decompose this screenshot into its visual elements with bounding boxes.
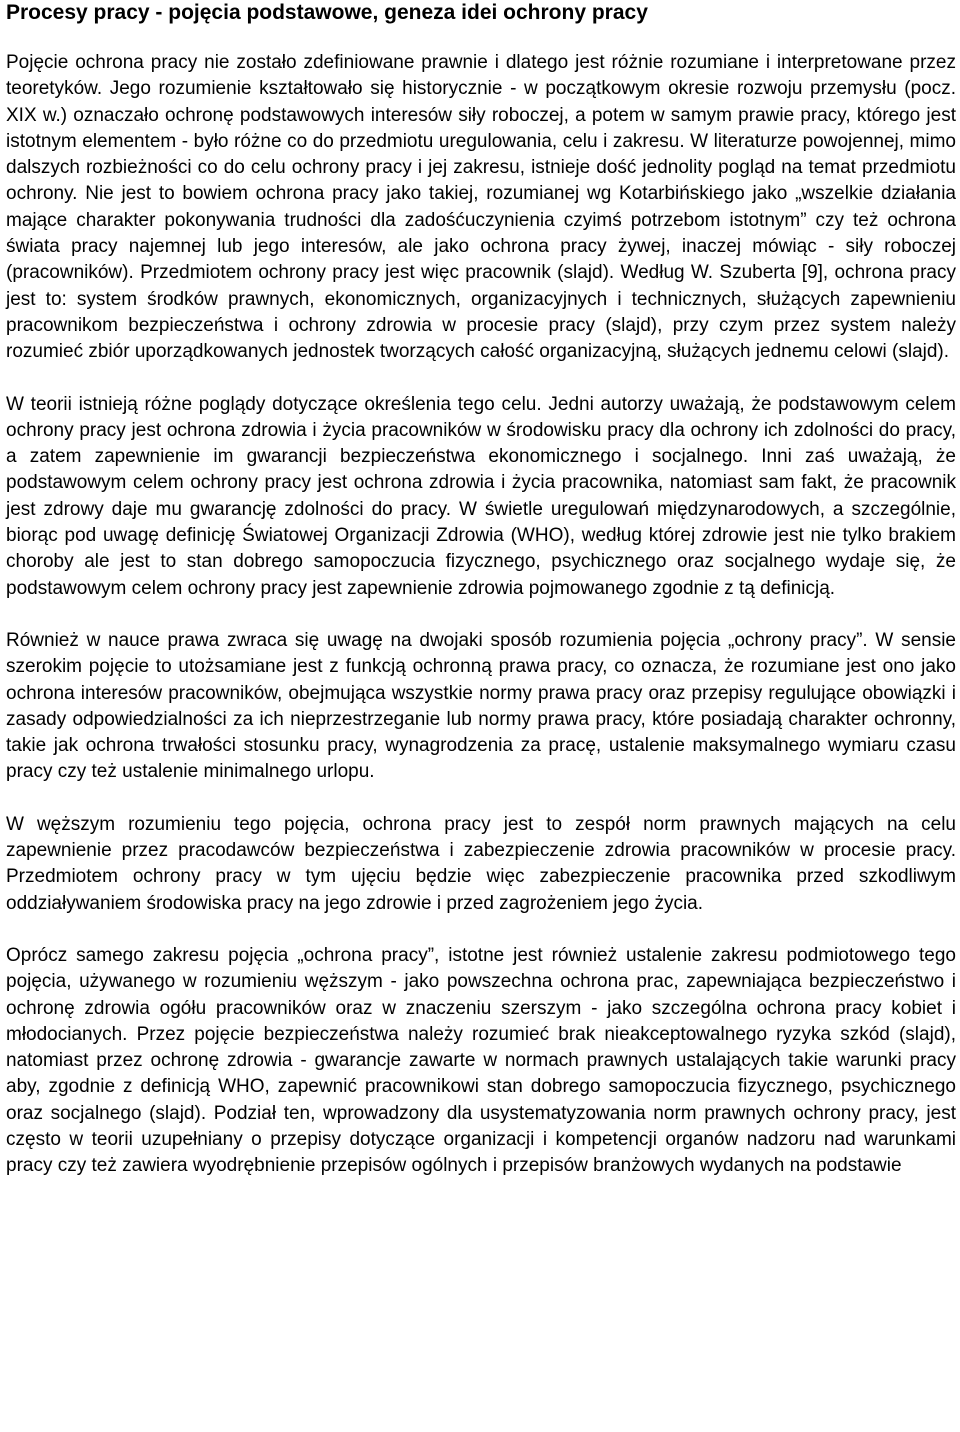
paragraph-1: Pojęcie ochrona pracy nie zostało zdefiniowane prawnie i dlatego jest różnie rozumiane i interpretowane przez teoretyków. Jego rozumienie kształtowało się historycznie - w początkowym okresie rozwoju przemysłu (pocz. XIX w.) oznaczało ochronę podstawowych interesów siły roboczej, a potem w samym prawie pracy, którego jest istotnym elementem - było różne co do przedmiotu uregulowania, celu i zakresu. W literaturze powojennej, mimo dalszych rozbieżności co do celu ochrony pracy i jej zakresu, istnieje dość jednolity pogląd na temat przedmiotu ochrony. Nie jest to bowiem ochrona pracy jako takiej, rozumianej wg Kotarbińskiego jako „wszelkie działania mające charakter pokonywania trudności dla zadośćuczynienia czyimś potrzebom istotnym” czy też ochrona świata pracy najemnej lub jego interesów, ale jako ochrona pracy żywej, inaczej mówiąc - siły roboczej (pracowników). Przedmiotem ochrony pracy jest więc pracownik (slajd). Według W. Szuberta [9], ochrona pracy jest to: system środków prawnych, ekonomicznych, organizacyjnych i technicznych, służących zapewnieniu pracownikom bezpieczeństwa i ochrony zdrowia w procesie pracy (slajd), przy czym przez system należy rozumieć zbiór uporządkowanych jednostek tworzących całość organizacyjną, służących jednemu celowi (slajd). <box>6 52 956 363</box>
paragraph-2: W teorii istnieją różne poglądy dotyczące określenia tego celu. Jedni autorzy uważają, że podstawowym celem ochrony pracy jest ochrona zdrowia i życia pracowników w środowisku pracy dla ochrony ich zdolności do pracy, a zatem zapewnienie im gwarancji bezpieczeństwa ekonomicznego i socjalnego. Inni zaś uważają, że podstawowym celem ochrony pracy jest ochrona zdrowia i życia pracownika, natomiast sam fakt, że pracownik jest zdrowy daje mu gwarancję zdolności do pracy. W świetle uregulowań międzynarodowych, a szczególnie, biorąc pod uwagę definicję Światowej Organizacji Zdrowia (WHO), według której zdrowie jest nie tylko brakiem choroby ale jest to stan dobrego samopoczucia fizycznego, psychicznego oraz socjalnego wydaje się, że podstawowym celem ochrony pracy jest zapewnienie zdrowia pojmowanego zgodnie z tą definicją. <box>6 393 956 599</box>
spacer <box>6 786 956 812</box>
paragraph-3: Również w nauce prawa zwraca się uwagę na dwojaki sposób rozumienia pojęcia „ochrony pracy”. W sensie szerokim pojęcie to utożsamiane jest z funkcją ochronną prawa pracy, co oznacza, że rozumiane jest ono jako ochrona interesów pracowników, obejmująca wszystkie normy prawa pracy oraz przepisy regulujące obowiązki i zasady odpowiedzialności za ich nieprzestrzeganie lub normy prawa pracy, które posiadają charakter ochronny, takie jak ochrona trwałości stosunku pracy, wynagrodzenia za pracę, ustalenie maksymalnego wymiaru czasu pracy czy też ustalenie minimalnego urlopu. <box>6 629 956 783</box>
spacer <box>6 917 956 943</box>
spacer <box>6 366 956 392</box>
document-page <box>6 0 956 1180</box>
spacer <box>6 602 956 628</box>
document-title: Procesy pracy - pojęcia podstawowe, geneza idei ochrony pracy <box>6 1 648 24</box>
paragraph-4: W węższym rozumieniu tego pojęcia, ochrona pracy jest to zespół norm prawnych mających na celu zapewnienie przez pracodawców bezpieczeństwa i zabezpieczenie zdrowia pracowników w procesie pracy. Przedmiotem ochrony pracy w tym ujęciu będzie więc zabezpieczenie pracownika przed szkodliwym oddziaływaniem środowiska pracy na jego zdrowie i przed zagrożeniem jego życia. <box>6 813 956 914</box>
paragraph-5: Oprócz samego zakresu pojęcia „ochrona pracy”, istotne jest również ustalenie zakresu podmiotowego tego pojęcia, używanego w rozumieniu węższym - jako powszechna ochrona prac, zapewniająca bezpieczeństwo i ochronę zdrowia ogółu pracowników oraz w znaczeniu szerszym - jako szczególna ochrona pracy kobiet i młodocianych. Przez pojęcie bezpieczeństwa należy rozumieć brak nieakceptowalnego ryzyka szkód (slajd), natomiast przez ochronę zdrowia - gwarancje zawarte w normach prawnych ustalających takie warunki pracy aby, zgodnie z definicją WHO, zapewnić pracownikowi stan dobrego samopoczucia fizycznego, psychicznego oraz socjalnego (slajd). Podział ten, wprowadzony dla usystematyzowania norm prawnych ochrony pracy, jest często w teorii uzupełniany o przepisy dotyczące organizacji i kompetencji organów nadzoru nad warunkami pracy czy też zawiera wyodrębnienie przepisów ogólnych i przepisów branżowych wydanych na podstawie <box>6 944 956 1177</box>
spacer <box>6 26 956 50</box>
